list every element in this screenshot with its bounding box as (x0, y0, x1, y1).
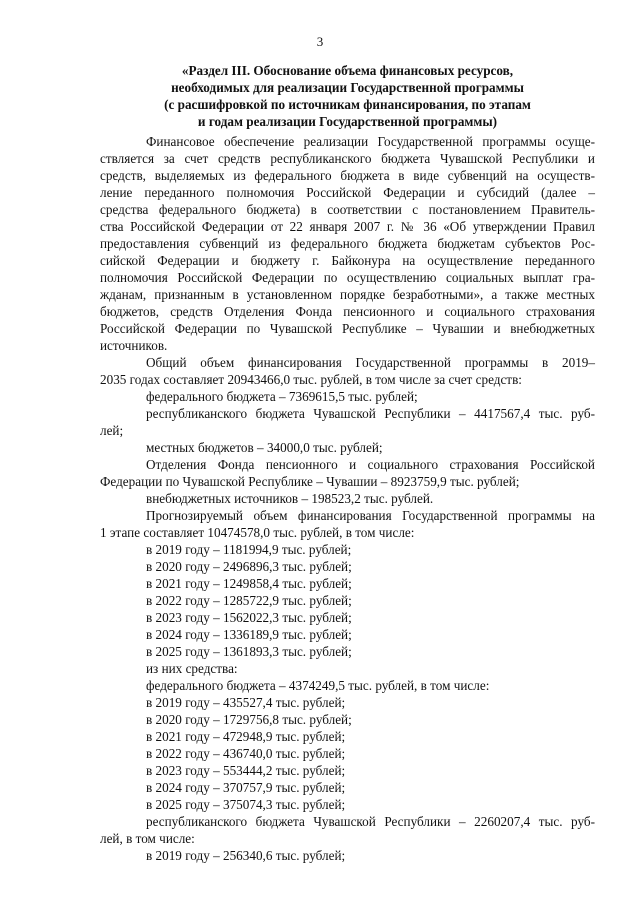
heading-line: необходимых для реализации Государственной программы (171, 80, 524, 95)
heading-line: «Раздел III. Обоснование объема финансовых ресурсов, (181, 63, 514, 78)
text-line: в 2020 году – 2496896,3 тыс. рублей; (146, 559, 352, 574)
text-line: лей, в том числе: (100, 831, 195, 846)
text-line: жданам, признанным в установленном порядке безработными», а также местных (100, 287, 595, 302)
text-line: в 2022 году – 436740,0 тыс. рублей; (146, 746, 346, 761)
text-line: средств, выделяемых из федерального бюджета в виде субвенций на осуществ- (100, 168, 595, 183)
heading-line: (с расшифровкой по источникам финансирования, по этапам (164, 97, 531, 112)
text-line: федерального бюджета – 4374249,5 тыс. рублей, в том числе: (146, 678, 490, 693)
text-line: из них средства: (146, 661, 238, 676)
text-line: предоставления субвенций из федерального бюджета бюджетам субъектов Рос- (100, 236, 595, 251)
text-line: в 2025 году – 1361893,3 тыс. рублей; (146, 644, 352, 659)
section-heading (100, 62, 595, 130)
text-line: в 2025 году – 375074,3 тыс. рублей; (146, 797, 346, 812)
text-line: в 2024 году – 1336189,9 тыс. рублей; (146, 627, 352, 642)
text-line: в 2019 году – 256340,6 тыс. рублей; (146, 848, 346, 863)
text-line: республиканского бюджета Чувашской Республики – 4417567,4 тыс. руб- (146, 406, 595, 421)
text-line: Российской Федерации по Чувашской Республике – Чувашии и внебюджетных (100, 321, 595, 336)
text-line: средства федерального бюджета) в соответствии с постановлением Правитель- (100, 202, 595, 217)
text-line: в 2023 году – 1562022,3 тыс. рублей; (146, 610, 352, 625)
text-line: ства Российской Федерации от 22 января 2007 г. № 36 «Об утверждении Правил (100, 219, 595, 234)
text-line: республиканского бюджета Чувашской Республики – 2260207,4 тыс. руб- (146, 814, 595, 829)
text-line: Финансовое обеспечение реализации Государственной программы осуще- (146, 134, 595, 149)
text-line: местных бюджетов – 34000,0 тыс. рублей; (146, 440, 383, 455)
heading-line: и годам реализации Государственной программы) (197, 114, 498, 129)
text-line: ление переданного полномочия Российской Федерации и субсидий (далее – (100, 185, 595, 200)
text-line: 1 этапе составляет 10474578,0 тыс. рублей, в том числе: (100, 525, 415, 540)
text-line: в 2019 году – 435527,4 тыс. рублей; (146, 695, 346, 710)
text-line: федерального бюджета – 7369615,5 тыс. рублей; (146, 389, 418, 404)
text-line: в 2022 году – 1285722,9 тыс. рублей; (146, 593, 352, 608)
text-line: источников. (100, 338, 168, 353)
body-text (100, 133, 595, 864)
text-line: 2035 годах составляет 20943466,0 тыс. рублей, в том числе за счет средств: (100, 372, 522, 387)
text-line: бюджетов, средств Отделения Фонда пенсионного и социального страхования (100, 304, 595, 319)
text-line: в 2021 году – 472948,9 тыс. рублей; (146, 729, 346, 744)
text-line: внебюджетных источников – 198523,2 тыс. рублей. (146, 491, 434, 506)
text-line: Общий объем финансирования Государственной программы в 2019– (146, 355, 595, 370)
text-line: в 2019 году – 1181994,9 тыс. рублей; (146, 542, 352, 557)
text-line: Отделения Фонда пенсионного и социального страхования Российской (146, 457, 595, 472)
page-number: 3 (316, 34, 324, 49)
text-line: ствляется за счет средств республиканского бюджета Чувашской Республики и (100, 151, 595, 166)
text-line: в 2021 году – 1249858,4 тыс. рублей; (146, 576, 352, 591)
text-line: сийской Федерации и бюджету г. Байконура на осуществление переданного (100, 253, 595, 268)
text-line: полномочия Российской Федерации по осуществлению социальных выплат гра- (100, 270, 595, 285)
text-line: в 2023 году – 553444,2 тыс. рублей; (146, 763, 346, 778)
text-line: в 2024 году – 370757,9 тыс. рублей; (146, 780, 346, 795)
text-line: лей; (100, 423, 124, 438)
text-line: Федерации по Чувашской Республике – Чувашии – 8923759,9 тыс. рублей; (100, 474, 520, 489)
text-line: в 2020 году – 1729756,8 тыс. рублей; (146, 712, 352, 727)
text-line: Прогнозируемый объем финансирования Государственной программы на (146, 508, 595, 523)
